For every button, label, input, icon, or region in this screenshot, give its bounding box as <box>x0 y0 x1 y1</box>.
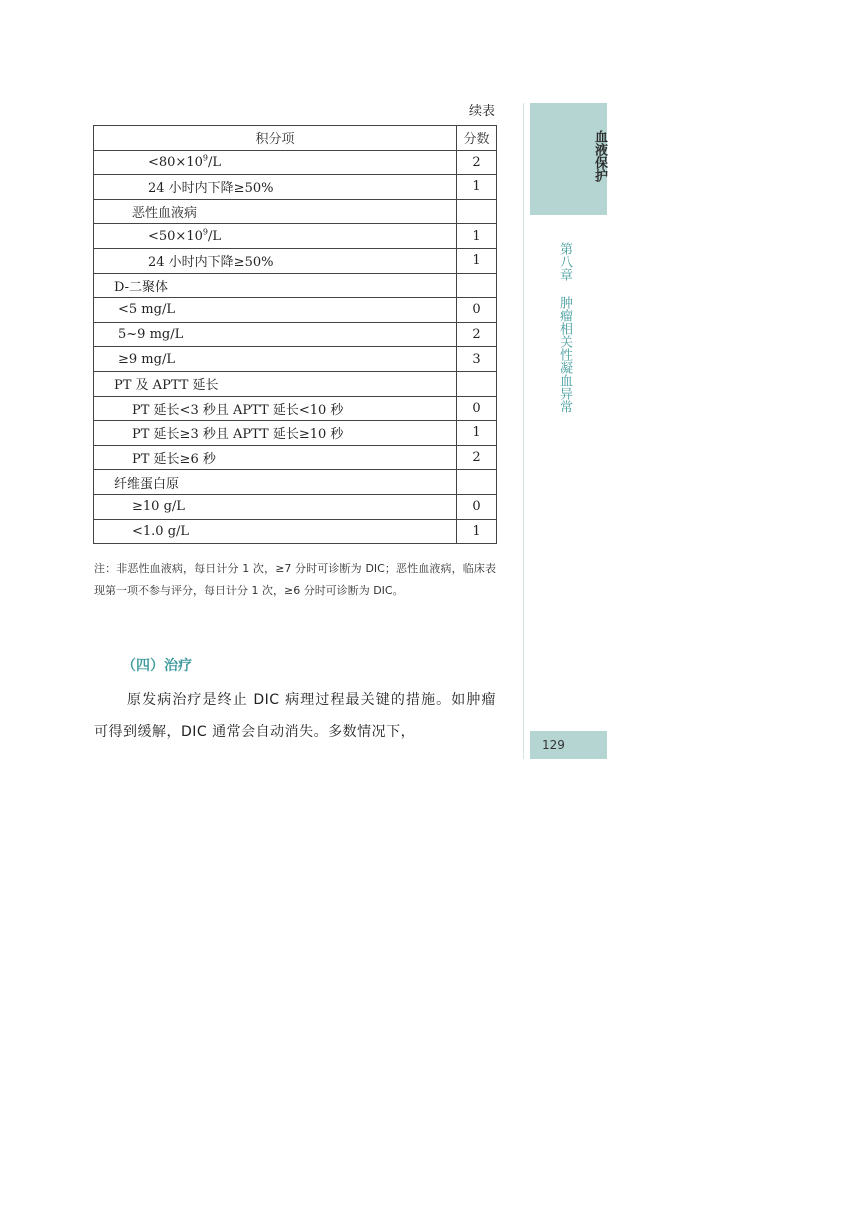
row-score: 1 <box>457 421 497 446</box>
row-label: ≥9 mg/L <box>94 347 457 372</box>
row-label: PT 延长≥3 秒且 APTT 延长≥10 秒 <box>94 421 457 446</box>
dic-score-table <box>93 125 497 544</box>
row-score <box>457 470 497 495</box>
table-row <box>94 519 497 544</box>
table-row <box>94 371 497 396</box>
row-label: <1.0 g/L <box>94 519 457 544</box>
table-row <box>94 396 497 421</box>
chapter-label: 第八章 肿瘤相关性凝血异常 <box>557 242 572 413</box>
table-row <box>94 421 497 446</box>
table-continuation-label: 续表 <box>468 104 495 119</box>
row-score <box>457 199 497 224</box>
table-row <box>94 470 497 495</box>
row-score <box>457 371 497 396</box>
row-label: D-二聚体 <box>94 273 457 298</box>
row-score: 0 <box>457 396 497 421</box>
row-score: 3 <box>457 347 497 372</box>
row-score: 2 <box>457 445 497 470</box>
page-number: 129 <box>542 738 565 752</box>
section-heading: （四）治疗 <box>122 658 192 674</box>
row-label: PT 延长<3 秒且 APTT 延长<10 秒 <box>94 396 457 421</box>
row-label: $<80\times 10^9/L$ <box>94 150 457 175</box>
body-paragraph: 原发病治疗是终止 DIC 病理过程最关键的措施。如肿瘤可得到缓解，DIC 通常会自动消失。多数情况下， <box>94 692 496 740</box>
header-item: 积分项 <box>94 126 457 151</box>
row-score: 0 <box>457 298 497 323</box>
row-label: <5 mg/L <box>94 298 457 323</box>
row-score: 2 <box>457 322 497 347</box>
table-row <box>94 224 497 249</box>
table-row <box>94 150 497 175</box>
row-score <box>457 273 497 298</box>
table-row <box>94 175 497 200</box>
margin-divider <box>523 103 524 759</box>
row-label: PT 延长≥6 秒 <box>94 445 457 470</box>
row-label: 5~9 mg/L <box>94 322 457 347</box>
row-label: ≥10 g/L <box>94 494 457 519</box>
part-label: 血液保护 <box>592 130 607 182</box>
table-footnote: 注：非恶性血液病，每日计分 1 次，≥7 分时可诊断为 DIC；恶性血液病，临床表现第一项不参与评分，每日计分 1 次，≥6 分时可诊断为 DIC。 <box>94 562 496 597</box>
table-row <box>94 322 497 347</box>
row-score: 1 <box>457 248 497 273</box>
row-score: 0 <box>457 494 497 519</box>
header-score: 分数 <box>457 126 497 151</box>
part-tab <box>530 103 607 215</box>
row-label: $<50\times 10^9/L$ <box>94 224 457 249</box>
row-label: 恶性血液病 <box>94 199 457 224</box>
row-score: 1 <box>457 224 497 249</box>
row-label: PT 及 APTT 延长 <box>94 371 457 396</box>
row-label: 24 小时内下降≥50% <box>94 175 457 200</box>
table-row <box>94 248 497 273</box>
table-row <box>94 199 497 224</box>
row-score: 1 <box>457 519 497 544</box>
row-score: 2 <box>457 150 497 175</box>
row-label: 纤维蛋白原 <box>94 470 457 495</box>
table-row <box>94 494 497 519</box>
table-row <box>94 445 497 470</box>
table-row <box>94 298 497 323</box>
row-score: 1 <box>457 175 497 200</box>
table-row <box>94 273 497 298</box>
page-number-tab <box>530 731 607 759</box>
table-row <box>94 347 497 372</box>
row-label: 24 小时内下降≥50% <box>94 248 457 273</box>
table-header-row <box>94 126 497 151</box>
